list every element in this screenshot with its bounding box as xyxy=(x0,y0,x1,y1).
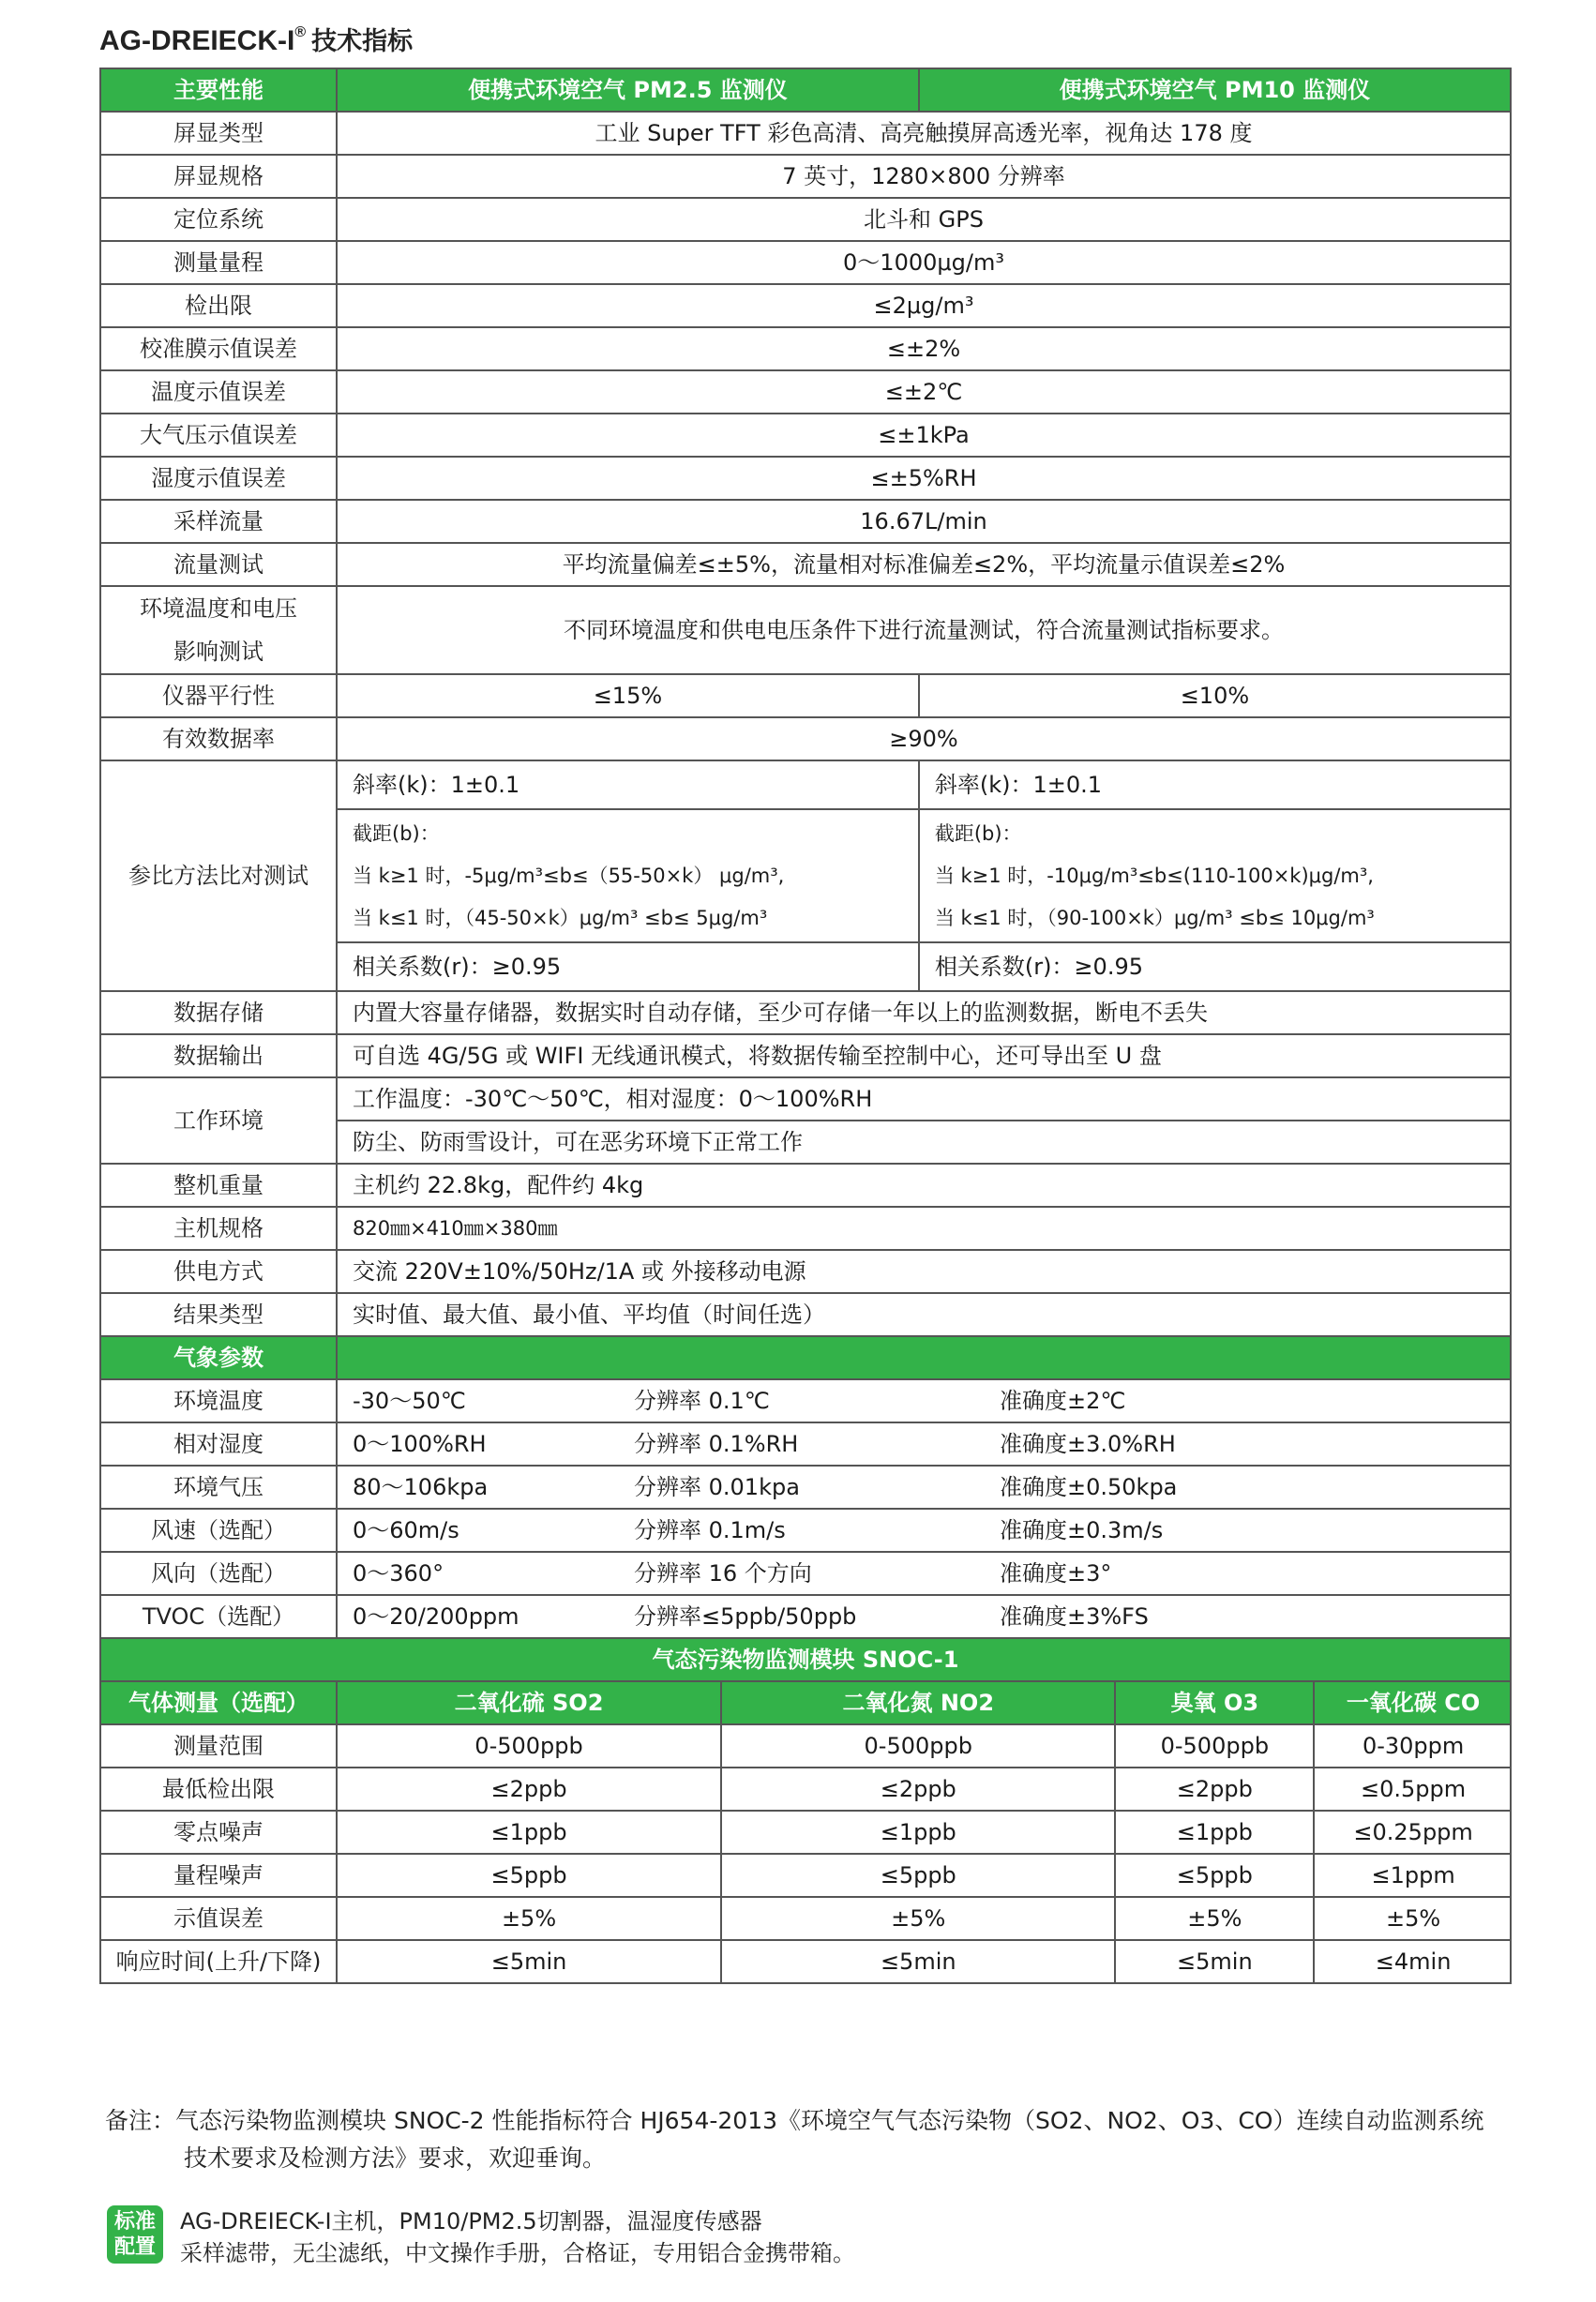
meteo-accuracy: 准确度±2℃ xyxy=(1000,1388,1126,1414)
gas-value: ≤0.5ppm xyxy=(1361,1776,1467,1802)
badge-line-2: 配置 xyxy=(113,2235,156,2259)
row-value: ≤±2℃ xyxy=(337,370,1511,414)
meteo-title: 气象参数 xyxy=(100,1336,337,1379)
row-label: 零点噪声 xyxy=(100,1811,337,1854)
env-test-label-1: 环境温度和电压 xyxy=(140,595,297,622)
gas-value: ≤1ppb xyxy=(721,1811,1115,1854)
gas-value: 0-500ppb xyxy=(721,1724,1115,1768)
table-row xyxy=(100,1466,1511,1509)
row-label: 相对湿度 xyxy=(100,1422,337,1466)
intercept-line-1: 当 k≥1 时，-5μg/m³≤b≤（55-50×k） μg/m³, xyxy=(353,864,785,887)
row-value: 交流 220V±10%/50Hz/1A 或 外接移动电源 xyxy=(337,1250,1511,1293)
table-row xyxy=(100,284,1511,327)
row-label: 大气压示值误差 xyxy=(100,414,337,457)
intercept-pm10 xyxy=(919,809,1511,942)
row-value: 主机约 22.8kg，配件约 4kg xyxy=(337,1164,1511,1207)
row-label: 校准膜示值误差 xyxy=(100,327,337,370)
table-row xyxy=(100,500,1511,543)
footnote-line-1: 备注：气态污染物监测模块 SNOC-2 性能指标符合 HJ654-2013《环境空气气态污染物（SO2、NO2、O3、CO）连续自动监测系统 xyxy=(105,2107,1484,2134)
gas-value: ≤4min xyxy=(1375,1948,1452,1975)
gas-col-head: 一氧化碳 CO xyxy=(1346,1690,1481,1716)
meteo-header-empty xyxy=(337,1336,1511,1379)
table-row xyxy=(100,155,1511,198)
standard-config-badge xyxy=(107,2205,163,2264)
table-row xyxy=(100,991,1511,1034)
col-head-pm10: 便携式环境空气 PM10 监测仪 xyxy=(919,68,1511,112)
table-row xyxy=(100,586,1511,674)
model-name: AG-DREIECK-I xyxy=(99,25,295,56)
row-value: ≤±5%RH xyxy=(337,457,1511,500)
row-label: 主机规格 xyxy=(100,1207,337,1250)
row-label: 采样流量 xyxy=(100,500,337,543)
row-value: ≤±1kPa xyxy=(337,414,1511,457)
table-row xyxy=(100,457,1511,500)
env-test-label-2: 影响测试 xyxy=(173,639,263,665)
row-label: 仪器平行性 xyxy=(100,674,337,717)
meteo-resolution: 分辨率 16 个方向 xyxy=(634,1560,812,1587)
meteo-values xyxy=(337,1422,1511,1466)
table-row xyxy=(100,717,1511,760)
meteo-accuracy: 准确度±3.0%RH xyxy=(1000,1431,1176,1457)
row-value: 工作温度：-30℃～50℃，相对湿度：0～100%RH xyxy=(337,1077,1511,1121)
intercept-line-2: 当 k≤1 时，（90-100×k）μg/m³ ≤b≤ 10μg/m³ xyxy=(934,906,1375,929)
standard-config-text xyxy=(180,2205,1305,2269)
table-row xyxy=(100,1854,1511,1897)
table-row xyxy=(100,241,1511,284)
standard-config-line-2: 采样滤带，无尘滤纸，中文操作手册，合格证，专用铝合金携带箱。 xyxy=(180,2240,855,2266)
page-title xyxy=(99,21,413,57)
gas-value-pair xyxy=(1115,1897,1511,1940)
spec-table xyxy=(99,68,1512,1984)
gas-col-head: 二氧化硫 SO2 xyxy=(337,1681,721,1724)
gas-header-row xyxy=(100,1681,1511,1724)
badge-line-1: 标准 xyxy=(113,2210,156,2234)
row-label: 量程噪声 xyxy=(100,1854,337,1897)
meteo-header-row xyxy=(100,1336,1511,1379)
row-value: ≤±2% xyxy=(337,327,1511,370)
row-label: 测量量程 xyxy=(100,241,337,284)
gas-value: ≤5ppb xyxy=(1116,1855,1315,1896)
row-value: 北斗和 GPS xyxy=(337,198,1511,241)
row-label: 供电方式 xyxy=(100,1250,337,1293)
table-row xyxy=(100,1034,1511,1077)
table-row xyxy=(100,543,1511,586)
row-label: 整机重量 xyxy=(100,1164,337,1207)
table-row xyxy=(100,198,1511,241)
table-row xyxy=(100,1077,1511,1121)
intercept-line-2: 当 k≤1 时，（45-50×k）μg/m³ ≤b≤ 5μg/m³ xyxy=(353,906,768,929)
table-row xyxy=(100,674,1511,717)
row-value: 平均流量偏差≤±5%，流量相对标准偏差≤2%，平均流量示值误差≤2% xyxy=(337,543,1511,586)
corr-pm25: 相关系数(r)：≥0.95 xyxy=(337,942,919,991)
row-label: 环境气压 xyxy=(100,1466,337,1509)
gas-value-pair xyxy=(1115,1940,1511,1983)
row-label: 测量范围 xyxy=(100,1724,337,1768)
gas-value: ≤5min xyxy=(1116,1941,1315,1982)
table-row xyxy=(100,1724,1511,1768)
gas-title: 气态污染物监测模块 SNOC-1 xyxy=(100,1638,1511,1681)
table-header-row xyxy=(100,68,1511,112)
row-label: TVOC（选配） xyxy=(100,1595,337,1638)
table-row xyxy=(100,1897,1511,1940)
gas-col-head: 气体测量（选配） xyxy=(100,1681,337,1724)
standard-config-line-1: AG-DREIECK-I主机，PM10/PM2.5切割器，温湿度传感器 xyxy=(180,2208,762,2234)
table-row xyxy=(100,1379,1511,1422)
row-label: 环境温度 xyxy=(100,1379,337,1422)
row-label xyxy=(100,586,337,674)
gas-value: 0-500ppb xyxy=(337,1724,721,1768)
row-label: 响应时间(上升/下降) xyxy=(100,1940,337,1983)
table-row xyxy=(100,327,1511,370)
col-head-pm25: 便携式环境空气 PM2.5 监测仪 xyxy=(337,68,919,112)
gas-value-pair xyxy=(1115,1724,1511,1768)
gas-value: ≤0.25ppm xyxy=(1353,1819,1473,1845)
row-value: 防尘、防雨雪设计，可在恶劣环境下正常工作 xyxy=(337,1121,1511,1164)
registered-mark: ® xyxy=(294,24,307,40)
row-label: 有效数据率 xyxy=(100,717,337,760)
meteo-range: 0～100%RH xyxy=(353,1431,487,1457)
row-value: 不同环境温度和供电电压条件下进行流量测试，符合流量测试指标要求。 xyxy=(337,586,1511,674)
gas-value: ≤5ppb xyxy=(337,1854,721,1897)
row-value: 7 英寸，1280×800 分辨率 xyxy=(337,155,1511,198)
gas-value: ≤1ppb xyxy=(1116,1812,1315,1853)
row-value: ≥90% xyxy=(337,717,1511,760)
intercept-pm25 xyxy=(337,809,919,942)
parallel-pm25: ≤15% xyxy=(337,674,919,717)
row-label: 屏显规格 xyxy=(100,155,337,198)
meteo-range: 0～20/200ppm xyxy=(353,1603,519,1630)
gas-value: ±5% xyxy=(721,1897,1115,1940)
meteo-range: 80～106kpa xyxy=(353,1474,489,1500)
table-row xyxy=(100,1207,1511,1250)
row-label: 参比方法比对测试 xyxy=(100,760,337,991)
gas-value: ±5% xyxy=(1116,1898,1315,1939)
row-value: 内置大容量存储器，数据实时自动存储，至少可存储一年以上的监测数据，断电不丢失 xyxy=(337,991,1511,1034)
gas-value: ±5% xyxy=(337,1897,721,1940)
title-cn: 技术指标 xyxy=(311,27,414,55)
row-value: 工业 Super TFT 彩色高清、高亮触摸屏高透光率，视角达 178 度 xyxy=(337,112,1511,155)
meteo-values xyxy=(337,1595,1511,1638)
meteo-resolution: 分辨率 0.1℃ xyxy=(634,1388,770,1414)
row-label: 温度示值误差 xyxy=(100,370,337,414)
row-label: 流量测试 xyxy=(100,543,337,586)
table-row xyxy=(100,1595,1511,1638)
row-label: 风速（选配） xyxy=(100,1509,337,1552)
meteo-range: 0～360° xyxy=(353,1560,444,1587)
table-row xyxy=(100,1768,1511,1811)
gas-col-head: 二氧化氮 NO2 xyxy=(721,1681,1115,1724)
table-row xyxy=(100,112,1511,155)
row-label: 示值误差 xyxy=(100,1897,337,1940)
slope-pm25: 斜率(k)：1±0.1 xyxy=(337,760,919,809)
meteo-values xyxy=(337,1509,1511,1552)
meteo-resolution: 分辨率 0.1%RH xyxy=(634,1431,799,1457)
gas-col-head-wrap xyxy=(1115,1681,1511,1724)
meteo-resolution: 分辨率 0.01kpa xyxy=(634,1474,800,1500)
meteo-accuracy: 准确度±0.3m/s xyxy=(1000,1517,1164,1543)
intercept-line-1: 当 k≥1 时，-10μg/m³≤b≤(110-100×k)μg/m³, xyxy=(934,864,1374,887)
row-label: 数据存储 xyxy=(100,991,337,1034)
table-row xyxy=(100,414,1511,457)
row-value: 可自选 4G/5G 或 WIFI 无线通讯模式，将数据传输至控制中心，还可导出至 U 盘 xyxy=(337,1034,1511,1077)
gas-value: ≤5min xyxy=(337,1940,721,1983)
col-head-performance: 主要性能 xyxy=(100,68,337,112)
gas-col-head: 臭氧 O3 xyxy=(1116,1682,1315,1723)
row-label: 数据输出 xyxy=(100,1034,337,1077)
gas-value: 0-500ppb xyxy=(1116,1725,1315,1767)
table-row xyxy=(100,1250,1511,1293)
row-value: 820㎜×410㎜×380㎜ xyxy=(337,1207,1511,1250)
table-row xyxy=(100,1811,1511,1854)
row-value: 0～1000μg/m³ xyxy=(337,241,1511,284)
meteo-accuracy: 准确度±0.50kpa xyxy=(1000,1474,1178,1500)
intercept-title: 截距(b)： xyxy=(353,821,440,845)
gas-title-row xyxy=(100,1638,1511,1681)
gas-value-pair xyxy=(1115,1854,1511,1897)
gas-value: ±5% xyxy=(1386,1905,1441,1932)
gas-value: ≤1ppm xyxy=(1371,1862,1455,1888)
row-value: ≤2μg/m³ xyxy=(337,284,1511,327)
meteo-resolution: 分辨率≤5ppb/50ppb xyxy=(634,1603,857,1630)
gas-value: ≤2ppb xyxy=(721,1768,1115,1811)
gas-value-pair xyxy=(1115,1811,1511,1854)
parallel-pm10: ≤10% xyxy=(919,674,1511,717)
row-label: 检出限 xyxy=(100,284,337,327)
row-label: 最低检出限 xyxy=(100,1768,337,1811)
meteo-accuracy: 准确度±3%FS xyxy=(1000,1603,1149,1630)
row-value: 实时值、最大值、最小值、平均值（时间任选） xyxy=(337,1293,1511,1336)
row-label: 风向（选配） xyxy=(100,1552,337,1595)
meteo-accuracy: 准确度±3° xyxy=(1000,1560,1112,1587)
row-label: 结果类型 xyxy=(100,1293,337,1336)
meteo-values xyxy=(337,1466,1511,1509)
meteo-resolution: 分辨率 0.1m/s xyxy=(634,1517,786,1543)
row-label: 定位系统 xyxy=(100,198,337,241)
gas-value: ≤5min xyxy=(721,1940,1115,1983)
gas-value: 0-30ppm xyxy=(1362,1733,1465,1759)
footnote-line-2: 技术要求及检测方法》要求，欢迎垂询。 xyxy=(184,2144,607,2172)
table-row xyxy=(100,1940,1511,1983)
corr-pm10: 相关系数(r)：≥0.95 xyxy=(919,942,1511,991)
table-row xyxy=(100,1422,1511,1466)
meteo-range: 0～60m/s xyxy=(353,1517,459,1543)
table-row xyxy=(100,1509,1511,1552)
table-row xyxy=(100,760,1511,809)
table-row xyxy=(100,1552,1511,1595)
table-row xyxy=(100,370,1511,414)
footnote xyxy=(105,2102,1512,2177)
meteo-values xyxy=(337,1379,1511,1422)
gas-value: ≤2ppb xyxy=(337,1768,721,1811)
intercept-title: 截距(b)： xyxy=(934,821,1022,845)
gas-value-pair xyxy=(1115,1768,1511,1811)
table-row xyxy=(100,1164,1511,1207)
row-label: 工作环境 xyxy=(100,1077,337,1164)
gas-value: ≤5ppb xyxy=(721,1854,1115,1897)
slope-pm10: 斜率(k)：1±0.1 xyxy=(919,760,1511,809)
row-label: 湿度示值误差 xyxy=(100,457,337,500)
gas-value: ≤2ppb xyxy=(1116,1768,1315,1810)
row-label: 屏显类型 xyxy=(100,112,337,155)
gas-value: ≤1ppb xyxy=(337,1811,721,1854)
row-value: 16.67L/min xyxy=(337,500,1511,543)
table-row xyxy=(100,1293,1511,1336)
meteo-range: -30～50℃ xyxy=(353,1388,466,1414)
meteo-values xyxy=(337,1552,1511,1595)
